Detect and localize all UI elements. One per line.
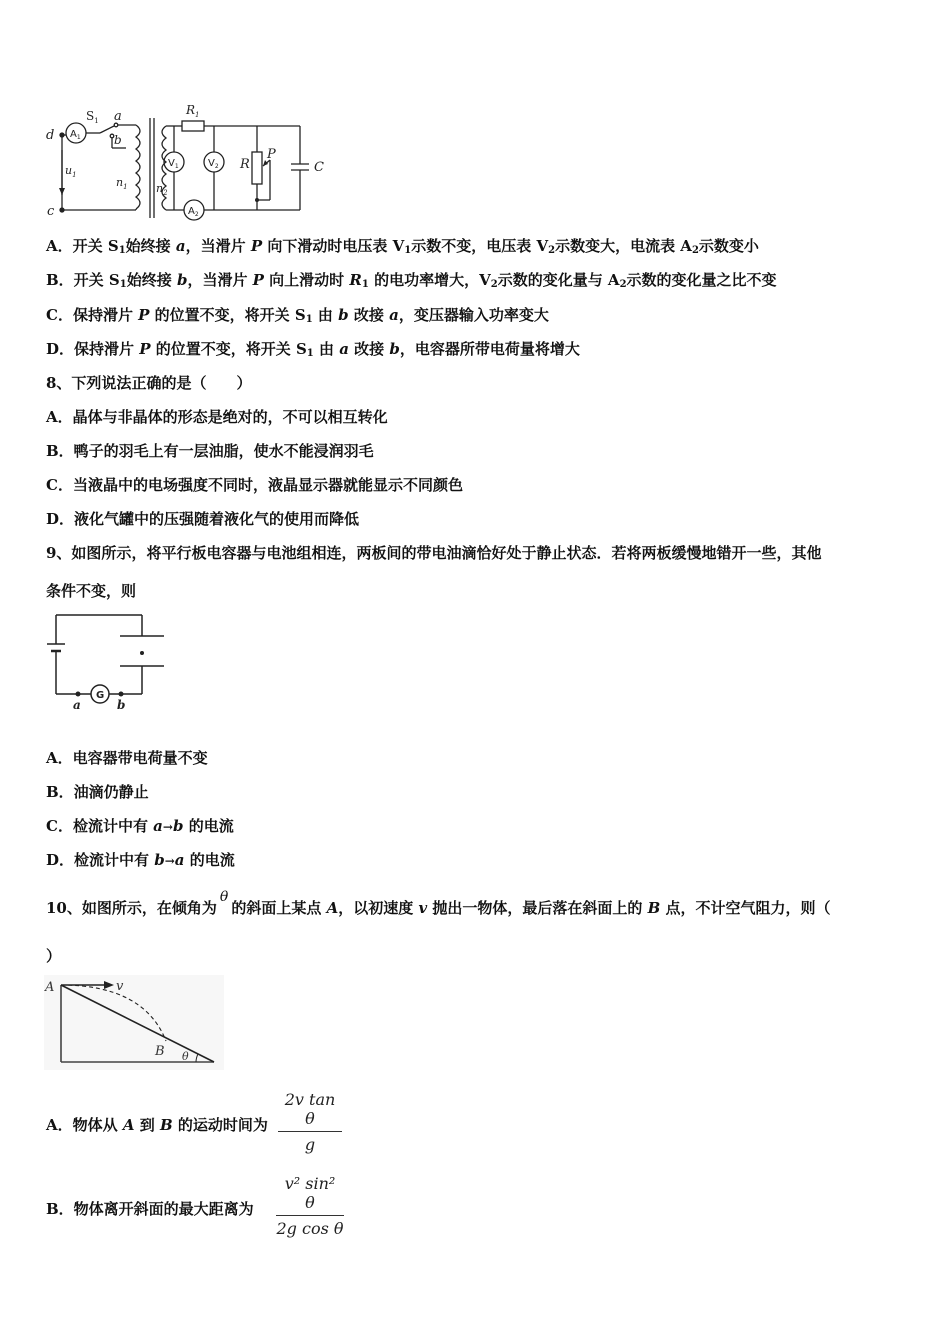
a1-text: $A_1$ <box>70 129 81 141</box>
q9-option-a: A．电容器带电荷量不变 <box>46 749 208 767</box>
point-b-label-q10: B <box>155 1044 165 1059</box>
a2-text: $A_2$ <box>188 206 199 218</box>
q7-option-a: A．开关 $S_1$始终接 a，当滑片 P 向下滑动时电压表 $V_1$示数不变，电压表 $V_2$示数变大，电流表 $A_2$示数变小 <box>46 237 759 256</box>
theta-symbol: θ <box>219 889 229 905</box>
label-c-capacitor: C <box>314 160 324 175</box>
fraction-denominator: g <box>304 1135 316 1154</box>
capacitor-battery-figure <box>44 608 174 713</box>
q10-stem-line1: 10、如图所示，在倾角为θ的斜面上某点 A，以初速度 v 抛出一物体，最后落在斜面上的 B 点，不计空气阻力，则（ <box>46 889 831 917</box>
q10-option-a: A．物体从 A 到 B 的运动时间为 <box>46 1116 268 1134</box>
transformer-circuit-figure <box>44 100 344 225</box>
q7-option-d: D．保持滑片 P 的位置不变，将开关 $S_1$ 由 a 改接 b，电容器所带电荷量将增大 <box>46 340 580 359</box>
label-r: R <box>240 157 250 172</box>
resistor-r1-symbol <box>182 121 204 131</box>
v1-text: $V_1$ <box>168 158 179 170</box>
label-d: d <box>46 128 55 143</box>
fraction-numerator: v² sin² θ <box>276 1174 344 1216</box>
q9-option-c: C．检流计中有 a→b 的电流 <box>46 817 234 835</box>
q8-option-c: C．当液晶中的电场强度不同时，液晶显示器就能显示不同颜色 <box>46 476 463 494</box>
q8-stem: 8、下列说法正确的是（ ） <box>46 374 252 392</box>
velocity-label: v <box>116 979 124 994</box>
point-a-label-q10: A <box>45 980 55 995</box>
label-s1: $S_1$ <box>86 109 99 125</box>
q9-option-d: D．检流计中有 b→a 的电流 <box>46 851 235 869</box>
fraction-denominator: 2g cos θ <box>276 1219 344 1238</box>
fraction-numerator: 2v tan θ <box>278 1090 342 1132</box>
q10-option-a-fraction <box>278 1090 342 1154</box>
q9-stem-line2: 条件不变，则 <box>46 582 137 600</box>
q8-option-a: A．晶体与非晶体的形态是绝对的，不可以相互转化 <box>46 408 388 426</box>
label-b: b <box>114 133 122 147</box>
point-b-label: b <box>117 698 126 712</box>
rheostat-r-symbol <box>252 152 262 184</box>
q7-option-c: C．保持滑片 P 的位置不变，将开关 $S_1$ 由 b 改接 a，变压器输入功率变大 <box>46 306 549 325</box>
label-p: P <box>267 147 276 162</box>
label-a: a <box>114 109 122 124</box>
angle-theta-label: θ <box>182 1050 189 1063</box>
q10-stem-line2: ） <box>46 947 62 965</box>
q10-option-b: B．物体离开斜面的最大距离为 <box>46 1200 254 1218</box>
label-r1: $R_1$ <box>186 103 200 119</box>
v2-text: $V_2$ <box>208 158 219 170</box>
oil-drop <box>140 651 144 655</box>
label-c: c <box>47 204 55 219</box>
q10-option-b-fraction <box>276 1174 344 1238</box>
q8-option-b: B．鸭子的羽毛上有一层油脂，使水不能浸润羽毛 <box>46 442 374 460</box>
label-n1: $n_1$ <box>116 176 128 191</box>
q7-option-b: B．开关 $S_1$始终接 b，当滑片 P 向上滑动时 $R_1$ 的电功率增大，$V_2$示数的变化量与 $A_2$示数的变化量之比不变 <box>46 271 777 290</box>
q9-option-b: B．油滴仍静止 <box>46 783 149 801</box>
galvanometer-label: G <box>96 690 105 701</box>
label-u1: $u_1$ <box>65 164 77 179</box>
q8-option-d: D．液化气罐中的压强随着液化气的使用而降低 <box>46 510 360 528</box>
label-n2: $n_2$ <box>156 182 168 197</box>
q9-stem-line1: 9、如图所示，将平行板电容器与电池组相连，两板间的带电油滴恰好处于静止状态．若将两板缓慢地错开一些，其他 <box>46 544 822 562</box>
point-a-label: a <box>73 698 81 712</box>
incline-projectile-figure <box>44 975 224 1070</box>
